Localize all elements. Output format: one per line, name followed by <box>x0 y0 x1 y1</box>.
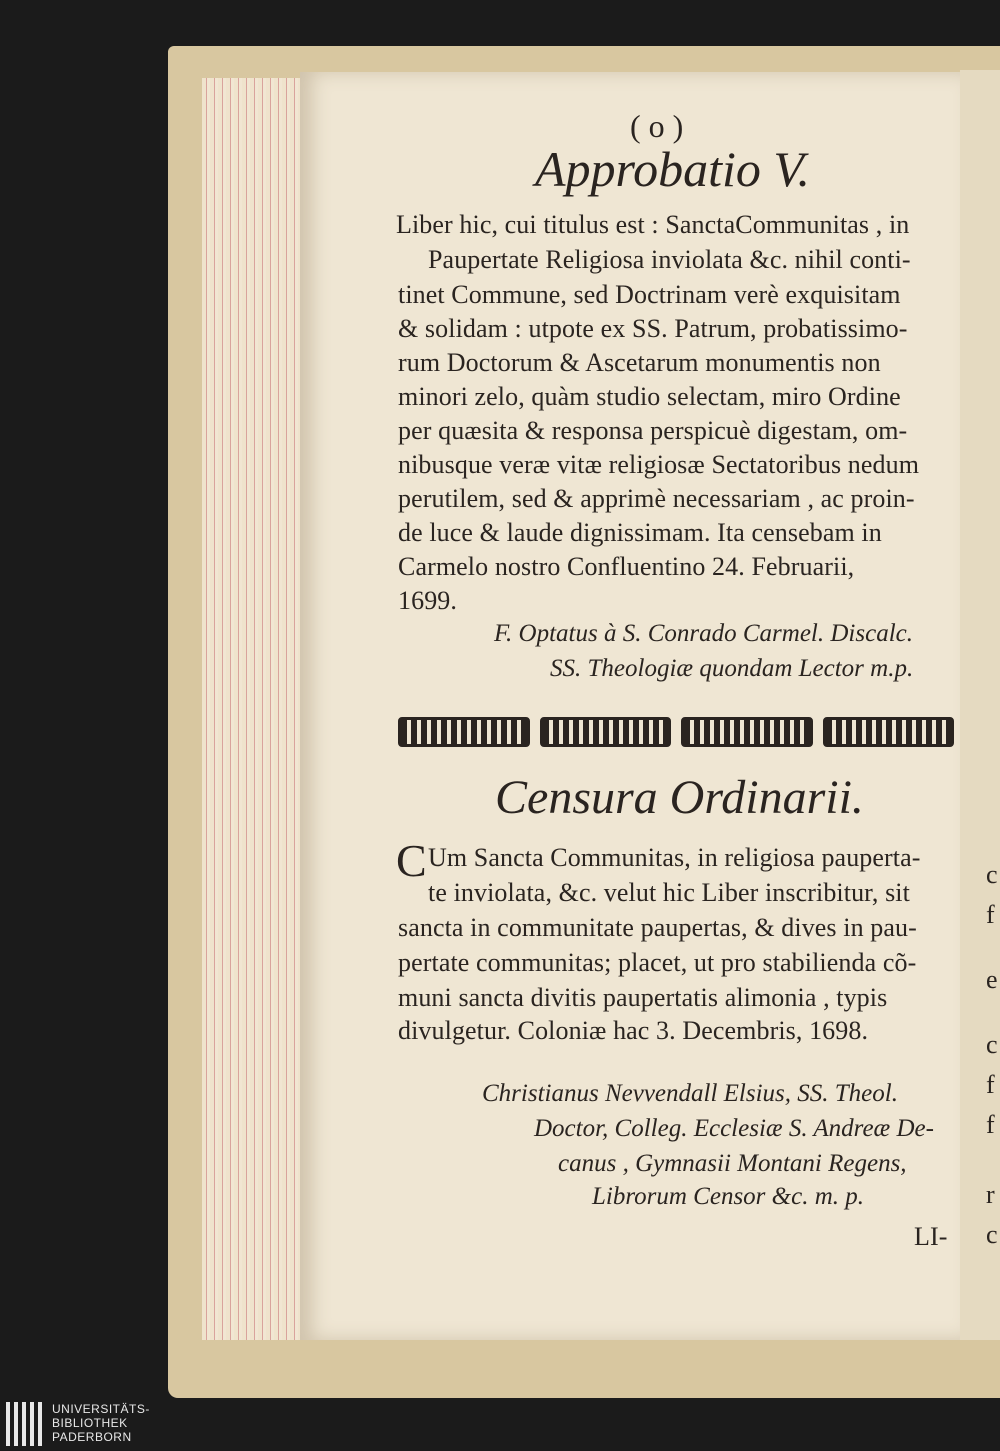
next-page-fragment: c <box>986 860 998 889</box>
approbatio-signature: SS. Theologiæ quondam Lector m.p. <box>550 655 914 682</box>
approbatio-line: & solidam : utpote ex SS. Patrum, probatissimo- <box>398 314 908 343</box>
approbatio-line: rum Doctorum & Ascetarum monumentis non <box>398 348 881 377</box>
censura-signature: Doctor, Colleg. Ecclesiæ S. Andreæ De- <box>534 1115 934 1142</box>
page-number: ( o ) <box>630 108 684 144</box>
next-page-fragment: r <box>986 1180 995 1209</box>
approbatio-line: minori zelo, quàm studio selectam, miro Ordine <box>398 382 901 411</box>
catchword: LI- <box>914 1222 948 1251</box>
approbatio-line: de luce & laude dignissimam. Ita censebam in <box>398 518 882 547</box>
censura-line: pertate communitas; placet, ut pro stabilienda cõ- <box>398 948 917 977</box>
next-page-fragment: f <box>986 1070 995 1099</box>
library-logo-icon <box>6 1402 46 1446</box>
footer-bar <box>0 1398 1000 1451</box>
censura-dropcap: C <box>396 835 427 886</box>
censura-line: sancta in communitate paupertas, & dives in pau- <box>398 913 917 942</box>
next-page-fragment: c <box>986 1030 998 1059</box>
approbatio-signature: F. Optatus à S. Conrado Carmel. Discalc. <box>494 620 913 647</box>
censura-signature: canus , Gymnasii Montani Regens, <box>558 1150 907 1177</box>
ornament-segment <box>823 717 955 747</box>
ornament-segment <box>398 717 530 747</box>
censura-line: divulgetur. Coloniæ hac 3. Decembris, 1698. <box>398 1016 869 1045</box>
logo-line: BIBLIOTHEK <box>52 1416 128 1430</box>
approbatio-line: tinet Commune, sed Doctrinam verè exquisitam <box>398 280 901 309</box>
approbatio-line: nibusque veræ vitæ religiosæ Sectatoribus nedum <box>398 450 920 479</box>
library-logo-text <box>52 1402 150 1444</box>
censura-signature: Christianus Nevvendall Elsius, SS. Theol. <box>482 1080 898 1107</box>
logo-line: UNIVERSITÄTS- <box>52 1402 150 1416</box>
ornament-segment <box>540 717 672 747</box>
ornament-segment <box>681 717 813 747</box>
next-page-edge <box>960 70 1000 1340</box>
next-page-fragment: c <box>986 1220 998 1249</box>
approbatio-heading: Approbatio V. <box>535 141 811 197</box>
next-page-fragment: f <box>986 900 995 929</box>
next-page-fragment: f <box>986 1110 995 1139</box>
censura-signature: Librorum Censor &c. m. p. <box>592 1183 865 1210</box>
page-edges <box>202 78 302 1340</box>
approbatio-line: Liber hic, cui titulus est : SanctaCommunitas , in <box>396 210 910 239</box>
approbatio-line: perutilem, sed & apprimè necessariam , ac proin- <box>398 484 915 513</box>
ornamental-divider <box>398 716 954 748</box>
censura-heading: Censura Ordinarii. <box>495 771 864 824</box>
censura-line: Um Sancta Communitas, in religiosa pauperta- <box>428 843 921 872</box>
logo-line: PADERBORN <box>52 1430 132 1444</box>
approbatio-line: 1699. <box>398 586 457 615</box>
approbatio-line: per quæsita & responsa perspicuè digestam, om- <box>398 416 908 445</box>
approbatio-line: Carmelo nostro Confluentino 24. Februarii, <box>398 552 855 581</box>
censura-line: te inviolata, &c. velut hic Liber inscribitur, sit <box>428 878 910 907</box>
next-page-fragment: e <box>986 965 998 994</box>
approbatio-line: Paupertate Religiosa inviolata &c. nihil conti- <box>428 245 911 274</box>
censura-line: muni sancta divitis paupertatis alimonia , typis <box>398 983 888 1012</box>
